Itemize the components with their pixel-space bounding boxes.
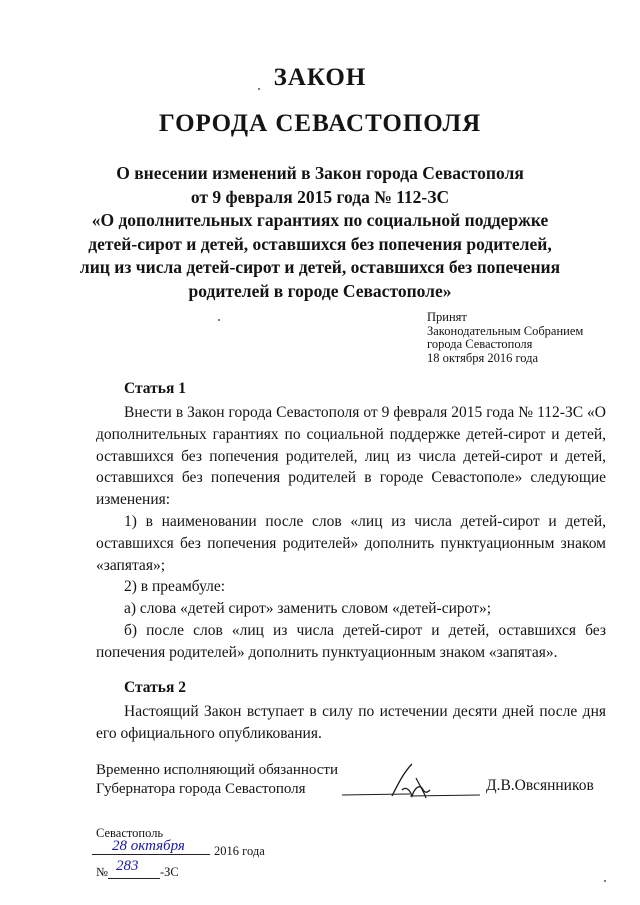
subtitle-line: детей-сирот и детей, оставшихся без попечения родителей,: [88, 233, 552, 254]
adoption-line: Законодательным Собранием: [427, 323, 584, 338]
article-1-item-2b: б) после слов «лиц из числа детей-сирот и детей, оставшихся без попечения родителей» дополнить пунктуационным знаком «запятая».: [96, 621, 606, 661]
article-2-paragraph: Настоящий Закон вступает в силу по истечении десяти дней после дня его официального опубликования.: [96, 703, 606, 742]
subtitle-line: «О дополнительных гарантиях по социальной поддержке: [91, 210, 549, 230]
article-1-paragraph: Внести в Закон города Севастополя от 9 февраля 2015 года № 112-ЗС «О дополнительных гарантиях по социальной поддержке детей-сирот и детей, оставшихся без попечения родителей, лиц из числа детей-сирот и детей, оставшихся без попечения родителей в городе Севастополе» следующие изменения:: [96, 404, 606, 509]
scan-speck: [604, 880, 606, 882]
signing-year: 2016 года: [214, 844, 265, 858]
signing-city: Севастополь: [96, 826, 164, 840]
scan-speck: [258, 88, 260, 90]
signatory-position-line: Губернатора города Севастополя: [96, 781, 306, 797]
adoption-date: 18 октября 2016 года: [427, 350, 539, 365]
handwritten-signature: [340, 760, 480, 804]
subtitle-line: родителей в городе Севастополе»: [188, 280, 452, 301]
article-1-heading: Статья 1: [124, 380, 186, 397]
adoption-block: [427, 311, 583, 365]
handwritten-law-number: 283: [116, 858, 139, 874]
date-underline: [92, 854, 210, 855]
signatory-name: Д.В.Овсянников: [486, 777, 594, 794]
signatory-position-line: Временно исполняющий обязанности: [96, 762, 339, 778]
document-title: ЗАКОН: [273, 64, 367, 91]
article-1-body: [96, 402, 606, 664]
adoption-line: Принят: [427, 310, 467, 324]
handwritten-date: 28 октября: [112, 838, 185, 854]
article-1-item-2a: а) слова «детей сирот» заменить словом «детей-сирот»;: [124, 600, 491, 618]
article-2-body: [96, 701, 606, 745]
document-title-city: ГОРОДА СЕВАСТОПОЛЯ: [158, 110, 482, 137]
document-subtitle: [0, 162, 640, 303]
article-2-heading: Статья 2: [124, 679, 186, 696]
signatory-position: [96, 761, 338, 799]
law-number-suffix: -ЗС: [160, 865, 179, 879]
scan-speck: [218, 319, 220, 321]
article-1-item-1: 1) в наименовании после слов «лиц из числа детей-сирот и детей, оставшихся без попечения родителей» дополнить пунктуационным знаком «запятая»;: [96, 512, 606, 574]
article-1-item-2: 2) в преамбуле:: [124, 578, 226, 596]
law-number-prefix: №: [96, 865, 108, 879]
adoption-line: города Севастополя: [427, 337, 533, 351]
subtitle-line: О внесении изменений в Закон города Севастополя: [116, 163, 524, 183]
subtitle-line: от 9 февраля 2015 года № 112-ЗС: [190, 186, 450, 207]
number-underline: [108, 878, 160, 879]
subtitle-line: лиц из числа детей-сирот и детей, оставшихся без попечения: [79, 257, 561, 277]
